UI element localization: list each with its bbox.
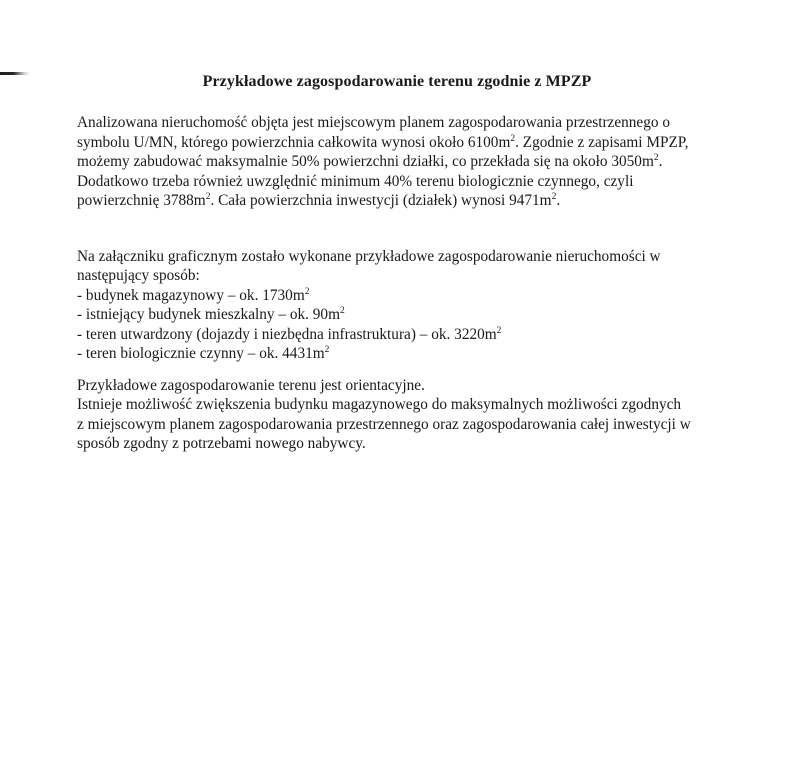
- superscript-2: 2: [653, 152, 659, 163]
- text-line: Dodatkowo trzeba również uwzględnić minimum 40% terenu biologicznie czynnego, czyli: [77, 172, 634, 190]
- superscript-2: 2: [339, 305, 345, 316]
- paragraph-disclaimer: [77, 376, 717, 454]
- text-line: sposób zgodny z potrzebami nowego nabywcy.: [77, 435, 366, 452]
- text-line: - budynek magazynowy – ok. $1730m^2$: [77, 286, 310, 304]
- text-line: Przykładowe zagospodarowanie terenu jest orientacyjne.: [77, 376, 425, 394]
- text-line: następujący sposób:: [77, 267, 200, 284]
- text-line: z miejscowym planem zagospodarowania przestrzennego oraz zagospodarowania całej inwestycji w: [77, 415, 691, 433]
- text-line: powierzchnię $3788m^2$. Cała powierzchnia inwestycji (działek) wynosi $9471m^2$.: [77, 191, 561, 209]
- text-line: możemy zabudować maksymalnie 50% powierzchni działki, co przekłada się na około $3050m^2$.: [77, 152, 663, 170]
- superscript-2: 2: [551, 191, 557, 202]
- text-line: Analizowana nieruchomość objęta jest miejscowym planem zagospodarowania przestrzennego o: [77, 114, 670, 131]
- text-line: Istnieje możliwość zwiększenia budynku magazynowego do maksymalnych możliwości zgodnych: [77, 396, 682, 413]
- paragraph-intro: [77, 113, 717, 211]
- superscript-2: 2: [510, 133, 516, 144]
- text-line: - istniejący budynek mieszkalny – ok. $90m^2$: [77, 305, 345, 323]
- text-line: - teren biologicznie czynny – ok. $4431m^2$: [77, 344, 330, 362]
- text-line: - teren utwardzony (dojazdy i niezbędna infrastruktura) – ok. $3220m^2$: [77, 325, 502, 343]
- superscript-2: 2: [324, 344, 330, 355]
- document-title: Przykładowe zagospodarowanie terenu zgodnie z MPZP: [202, 73, 592, 90]
- text-line: symbolu U/MN, którego powierzchnia całkowita wynosi około $6100m^2$. Zgodnie z zapisami MPZP,: [77, 133, 689, 151]
- paragraph-attachment-breakdown: [77, 247, 717, 364]
- superscript-2: 2: [304, 286, 310, 297]
- document-content: [0, 72, 789, 454]
- superscript-2: 2: [205, 191, 211, 202]
- text-line: Na załączniku graficznym zostało wykonane przykładowe zagospodarowanie nieruchomości w: [77, 247, 661, 265]
- superscript-2: 2: [496, 325, 502, 336]
- document-page: [0, 72, 789, 769]
- scan-artifact-smudge: [0, 72, 30, 75]
